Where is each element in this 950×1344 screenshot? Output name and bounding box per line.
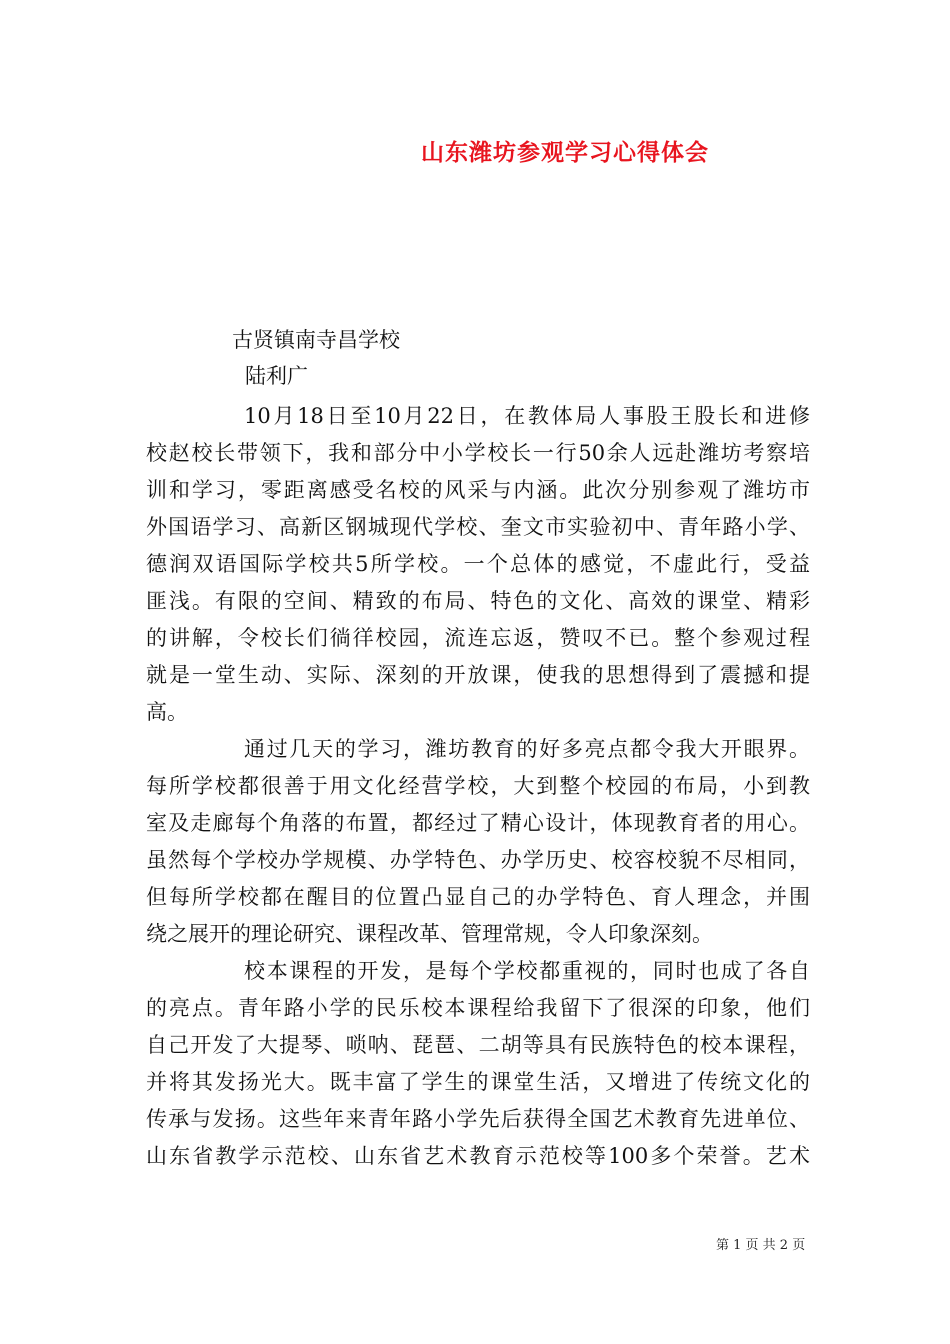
- text-line: 的讲解，令校长们徜徉校园，流连忘返，赞叹不已。整个参观过程: [146, 626, 810, 650]
- text-line: 并将其发扬光大。既丰富了学生的课堂生活，又增进了传统文化的: [146, 1070, 810, 1094]
- text-line: 就是一堂生动、实际、深刻的开放课，使我的思想得到了震撼和提: [146, 663, 810, 687]
- text-line: 绕之展开的理论研究、课程改革、管理常规，令人印象深刻。: [146, 922, 713, 946]
- text-line: 高。: [146, 700, 188, 724]
- author-name: 陆利广: [245, 364, 308, 388]
- text-line: 的亮点。青年路小学的民乐校本课程给我留下了很深的印象，他们: [146, 996, 810, 1020]
- text-line: 外国语学习、高新区钢城现代学校、奎文市实验初中、青年路小学、: [146, 515, 810, 539]
- school-name: 古贤镇南寺昌学校: [232, 328, 400, 352]
- text-line: 山东省教学示范校、山东省艺术教育示范校等100多个荣誉。艺术: [146, 1144, 810, 1168]
- text-line: 训和学习，零距离感受名校的风采与内涵。此次分别参观了潍坊市: [146, 478, 810, 502]
- text-line: 每所学校都很善于用文化经营学校，大到整个校园的布局，小到教: [146, 774, 810, 798]
- text-line: 但每所学校都在醒目的位置凸显自己的办学特色、育人理念，并围: [146, 885, 810, 909]
- text-line: 校本课程的开发，是每个学校都重视的，同时也成了各自: [244, 959, 810, 983]
- text-line: 校赵校长带领下，我和部分中小学校长一行50余人远赴潍坊考察培: [146, 441, 810, 465]
- text-line: 匪浅。有限的空间、精致的布局、特色的文化、高效的课堂、精彩: [146, 589, 810, 613]
- text-line: 自己开发了大提琴、唢呐、琵琶、二胡等具有民族特色的校本课程，: [146, 1033, 810, 1057]
- text-line: 虽然每个学校办学规模、办学特色、办学历史、校容校貌不尽相同，: [146, 848, 810, 872]
- document-title: 山东潍坊参观学习心得体会: [421, 140, 709, 166]
- page-number: 第 1 页 共 2 页: [716, 1238, 806, 1253]
- text-line: 室及走廊每个角落的布置，都经过了精心设计，体现教育者的用心。: [146, 811, 810, 835]
- text-line: 德润双语国际学校共5所学校。一个总体的感觉，不虚此行，受益: [146, 552, 810, 576]
- text-line: 传承与发扬。这些年来青年路小学先后获得全国艺术教育先进单位、: [146, 1107, 810, 1131]
- body-text: [146, 398, 810, 1175]
- text-line: 10月18日至10月22日，在教体局人事股王股长和进修: [244, 404, 810, 428]
- text-line: 通过几天的学习，潍坊教育的好多亮点都令我大开眼界。: [244, 737, 810, 761]
